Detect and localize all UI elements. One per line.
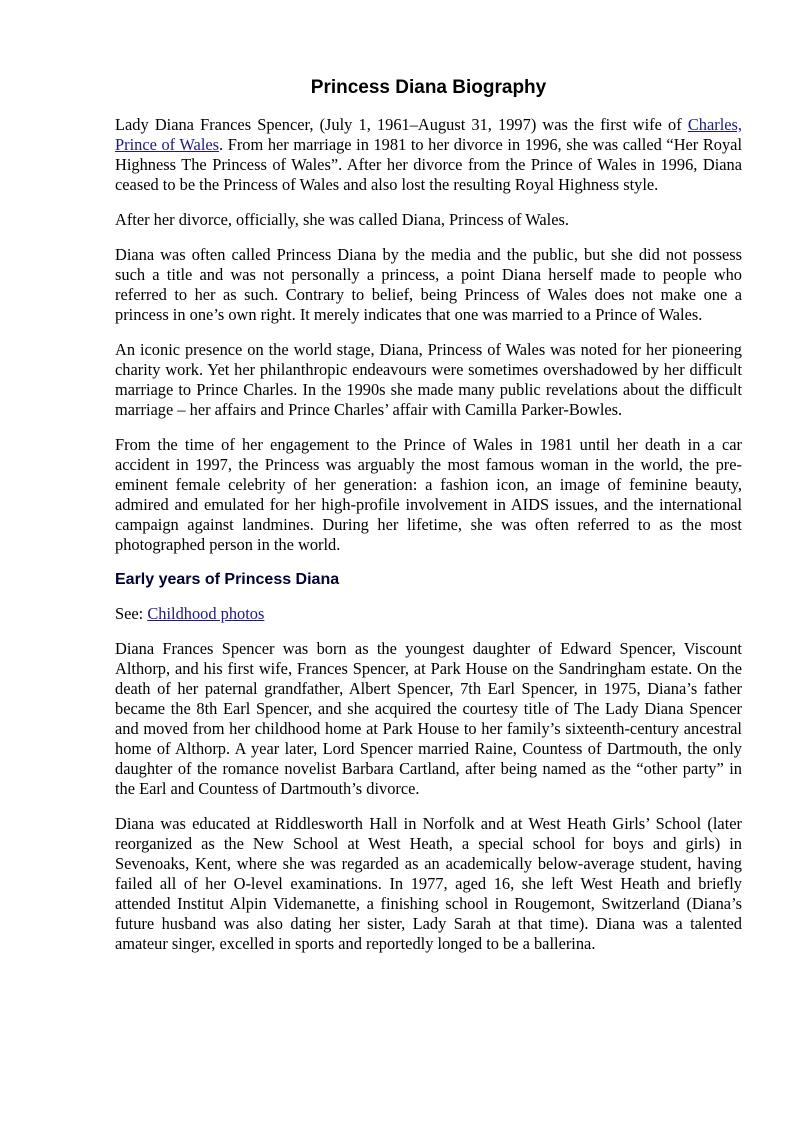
paragraph-princess-title: Diana was often called Princess Diana by the media and the public, but she did not possess such a title and was not personally a princess, a point Diana herself made to people who referred to her as such. Contrary to belief, being Princess of Wales does not make one a princess in one’s own right. It merely indicates that one was married to a Prince of Wales. bbox=[115, 245, 742, 324]
document-page bbox=[115, 76, 742, 969]
page-title: Princess Diana Biography bbox=[310, 77, 547, 98]
section-heading-early-years: Early years of Princess Diana bbox=[115, 571, 340, 588]
paragraph-birth: Diana Frances Spencer was born as the youngest daughter of Edward Spencer, Viscount Althorp, and his first wife, Frances Spencer, at Park House on the Sandringham estate. On the death of her paternal grandfather, Albert Spencer, 7th Earl Spencer, in 1975, Diana’s father became the 8th Earl Spencer, and she acquired the courtesy title of The Lady Diana Spencer and moved from her childhood home at Park House to her family’s sixteenth-century ancestral home of Althorp. A year later, Lord Spencer married Raine, Countess of Dartmouth, the only daughter of the romance novelist Barbara Cartland, after being named as the “other party” in the Earl and Countess of Dartmouth’s divorce. bbox=[115, 639, 742, 798]
paragraph-charity-work: An iconic presence on the world stage, Diana, Princess of Wales was noted for her pioneering charity work. Yet her philanthropic endeavours were sometimes overshadowed by her difficult marriage to Prince Charles. In the 1990s she made many public revelations about the difficult marriage – her affairs and Prince Charles’ affair with Camilla Parker-Bowles. bbox=[115, 340, 742, 419]
paragraph-intro-text-2: . From her marriage in 1981 to her divorce in 1996, she was called “Her Royal Highness The Princess of Wales”. After her divorce from the Prince of Wales in 1996, Diana ceased to be the Princess of Wales and also lost the resulting Royal Highness style. bbox=[115, 135, 742, 194]
link-charles-prince-of-wales[interactable]: Charles, Prince of Wales bbox=[115, 115, 742, 154]
paragraph-education: Diana was educated at Riddlesworth Hall in Norfolk and at West Heath Girls’ School (later reorganized as the New School at West Heath, a special school for boys and girls) in Sevenoaks, Kent, where she was regarded as an academically below-average student, having failed all of her O-level examinations. In 1977, aged 16, she left West Heath and briefly attended Institut Alpin Videmanette, a finishing school in Rougemont, Switzerland (Diana’s future husband was also dating her sister, Lady Sarah at that time). Diana was a talented amateur singer, excelled in sports and reportedly longed to be a ballerina. bbox=[115, 814, 742, 953]
see-prefix: See: bbox=[115, 604, 148, 623]
paragraph-intro-text-1: Lady Diana Frances Spencer, (July 1, 1961–August 31, 1997) was the first wife of bbox=[115, 115, 688, 134]
see-also-line bbox=[115, 604, 742, 624]
link-childhood-photos[interactable]: Childhood photos bbox=[147, 604, 265, 623]
paragraph-divorce-title: After her divorce, officially, she was called Diana, Princess of Wales. bbox=[115, 210, 569, 229]
paragraph-fame: From the time of her engagement to the Prince of Wales in 1981 until her death in a car accident in 1997, the Princess was arguably the most famous woman in the world, the pre-eminent female celebrity of her generation: a fashion icon, an image of feminine beauty, admired and emulated for her high-profile involvement in AIDS issues, and the international campaign against landmines. During her lifetime, she was often referred to as the most photographed person in the world. bbox=[115, 435, 742, 554]
paragraph-intro bbox=[115, 115, 742, 195]
